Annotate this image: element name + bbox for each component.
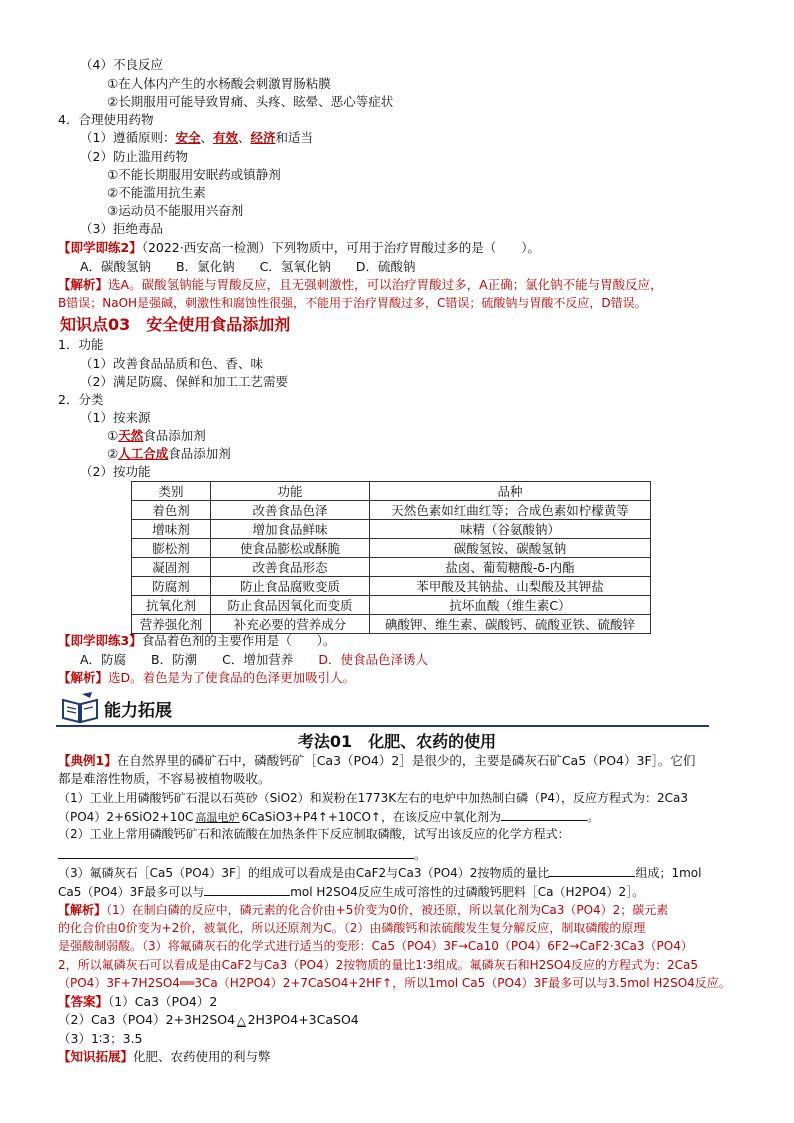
table-header-row — [132, 482, 651, 501]
text-span: 和适当 — [275, 130, 314, 145]
text-line: （2）防止滥用药物 — [80, 149, 188, 164]
question-text: Ca5（PO4）3F最多可以与 — [58, 885, 205, 899]
answer-blank[interactable] — [501, 808, 587, 821]
text-line — [107, 446, 231, 462]
table-cell: 抗坏血酸（维生素C） — [370, 596, 651, 615]
analysis-text: （1）在制白磷的反应中，磷元素的化合价由+5价变为0价，被还原，所以氧化剂为Ca3（PO4）2；碳元素 — [106, 903, 669, 917]
question-line — [58, 883, 644, 900]
table-row — [132, 539, 651, 558]
analysis-line: 2，所以氟磷灰石可以看成是由CaF2与Ca3（PO4）2按物质的量比1∶3组成。氟磷灰石和H2SO4反应的方程式为：2Ca5 — [58, 958, 698, 972]
answer-text: 2H3PO4+3CaSO4 — [247, 1012, 359, 1027]
analysis-tag: 【解析】 — [58, 277, 109, 292]
source-synthetic: 人工合成 — [118, 446, 169, 461]
table-row — [132, 577, 651, 596]
extension-text: 化肥、农药使用的利与弊 — [133, 1049, 271, 1064]
exercise-options — [80, 652, 428, 668]
table-cell: 碘酸钾、维生素、碳酸钙、硫酸亚铁、硫酸锌 — [370, 615, 651, 634]
analysis-text: 选D。着色是为了使食品的色泽更加吸引人。 — [108, 670, 356, 685]
question-line: （2）工业上常用磷酸钙矿石和浓硫酸在加热条件下反应制取磷酸，试写出该反应的化学方程式： — [58, 827, 570, 841]
table-header: 品种 — [370, 482, 651, 501]
text-span: ② — [107, 446, 119, 461]
question-text: 组成；1mol — [635, 866, 702, 880]
text-span: （1）遵循原则： — [80, 130, 176, 145]
text-line: （1）按来源 — [80, 410, 151, 425]
text-line: 1．功能 — [58, 337, 104, 352]
text-line: 2．分类 — [58, 392, 104, 407]
table-row — [132, 558, 651, 577]
analysis-text: 选A。碳酸氢钠能与胃酸反应，且无强刺激性，可以治疗胃酸过多，A正确；氯化钠不能与胃酸反应， — [108, 277, 663, 292]
table-header: 类别 — [132, 482, 211, 501]
text-line: （2）满足防腐、保鲜和加工工艺需要 — [80, 374, 288, 389]
exercise-tag: 【即学即练2】 — [58, 240, 142, 255]
analysis-line: （PO4）3F+7H2SO4══3Ca（H2PO4）2+7CaSO4+2HF↑，所以1mol Ca5（PO4）3F最多可以与3.5mol H2SO4反应。 — [58, 976, 731, 990]
question-line — [58, 864, 701, 881]
analysis-line — [58, 902, 668, 918]
table-cell: 凝固剂 — [132, 558, 211, 577]
options-abc: A．防腐 B．防潮 C．增加营养 — [80, 652, 319, 667]
analysis-line: 的化合价由0价变为+2价，被氧化，所以还原剂为C。（2）由磷酸钙和浓硫酸发生复分解反应，制取磷酸的原理 — [58, 921, 646, 935]
table-cell: 改善食品形态 — [211, 558, 370, 577]
equation-left: （PO4）2+6SiO2+10C — [58, 810, 194, 824]
section-title: 能力拓展 — [104, 701, 172, 721]
example-tag: 【典例1】 — [58, 753, 117, 768]
text-line: 4．合理使用药物 — [58, 112, 154, 127]
question-text: （2022·西安高一检测）下列物质中，可用于治疗胃酸过多的是（ ）。 — [141, 240, 540, 255]
table-cell: 味精（谷氨酸钠） — [370, 520, 651, 539]
example-line — [58, 753, 695, 769]
text-line: （1）改善食品品质和色、香、味 — [80, 356, 263, 371]
answer-line: （3）1∶3；3.5 — [58, 1031, 143, 1046]
exercise-tag: 【即学即练3】 — [58, 633, 142, 648]
table-cell: 苯甲酸及其钠盐、山梨酸及其钾盐 — [370, 577, 651, 596]
example-line: 都是难溶性物质，不容易被植物吸收。 — [58, 771, 271, 786]
exercise-question — [58, 240, 540, 256]
table-cell: 着色剂 — [132, 501, 211, 520]
table-cell: 营养强化剂 — [132, 615, 211, 634]
analysis-tag: 【解析】 — [58, 670, 109, 685]
example-text: 在自然界里的磷矿石中，磷酸钙矿［Ca3（PO4）2］是很少的，主要是磷灰石矿Ca5（PO4）3F］。它们 — [116, 753, 696, 768]
table-cell: 膨松剂 — [132, 539, 211, 558]
table-header: 功能 — [211, 482, 370, 501]
analysis-tag: 【解析】 — [58, 903, 107, 917]
question-text: mol H2SO4反应生成可溶性的过磷酸钙肥料［Ca（H2PO4）2］。 — [290, 885, 645, 899]
question-text: 食品着色剂的主要作用是（ ）。 — [141, 633, 336, 648]
answer-blank[interactable] — [549, 864, 635, 877]
exercise-options: A．碳酸氢钠 B．氯化钠 C．氢氧化钠 D．硫酸钠 — [80, 259, 416, 274]
table-row — [132, 596, 651, 615]
heat-arrow-icon: △ — [237, 1014, 246, 1027]
table-cell: 改善食品色泽 — [211, 501, 370, 520]
text-line: （3）拒绝毒品 — [80, 221, 163, 236]
question-text: （3）氟磷灰石［Ca5（PO4）3F］的组成可以看成是由CaF2与Ca3（PO4）2按物质的量比 — [58, 866, 550, 880]
table-row — [132, 615, 651, 634]
text-line — [107, 428, 206, 444]
principle-economic: 经济 — [250, 130, 276, 145]
punct: 。 — [586, 810, 599, 824]
analysis-line: B错误；NaOH是强碱，刺激性和腐蚀性很强，不能用于治疗胃酸过多，C错误；硫酸钠与胃酸不反应，D错误。 — [58, 296, 647, 310]
analysis-line: 是强酸制弱酸。（3）将氟磷灰石的化学式进行适当的变形：Ca5（PO4）3F→Ca10（PO4）6F2→CaF2·3Ca3（PO4） — [58, 939, 693, 953]
question-line — [58, 846, 426, 863]
source-natural: 天然 — [118, 428, 144, 443]
text-line: （2）按功能 — [80, 464, 151, 479]
separator: 、 — [238, 130, 251, 145]
table-cell: 抗氧化剂 — [132, 596, 211, 615]
table-row — [132, 501, 651, 520]
answer-line — [58, 1012, 359, 1028]
text-span: ① — [107, 428, 119, 443]
text-span: 食品添加剂 — [143, 428, 206, 443]
table-cell: 增加食品鲜味 — [211, 520, 370, 539]
book-icon — [60, 690, 100, 724]
answer-text: （2）Ca3（PO4）2+3H2SO4 — [58, 1012, 236, 1027]
exercise-question — [58, 633, 335, 649]
principle-effective: 有效 — [213, 130, 239, 145]
knowledge-point-title: 知识点03 安全使用食品添加剂 — [60, 315, 291, 334]
table-cell: 盐卤、葡萄糖酸-δ-内酯 — [370, 558, 651, 577]
option-d-correct: D．使食品色泽诱人 — [318, 652, 428, 667]
equation-right: 6CaSiO3+P4↑+10CO↑，在该反应中氧化剂为 — [241, 810, 501, 824]
analysis-line — [58, 277, 663, 293]
text-line: ①不能长期服用安眠药或镇静剂 — [107, 167, 281, 182]
analysis-line — [58, 670, 355, 686]
additive-table — [131, 481, 651, 634]
extension-line — [58, 1049, 271, 1065]
text-line: ②长期服用可能导致胃痛、头疼、眩晕、恶心等症状 — [107, 94, 394, 109]
answer-text: （1）Ca3（PO4）2 — [108, 994, 218, 1009]
separator: 、 — [200, 130, 213, 145]
text-line: ③运动员不能服用兴奋剂 — [107, 203, 244, 218]
table-cell: 天然色素如红曲红等；合成色素如柠檬黄等 — [370, 501, 651, 520]
answer-blank[interactable] — [204, 883, 290, 896]
table-cell: 增味剂 — [132, 520, 211, 539]
table-cell: 碳酸氢铵、碳酸氢钠 — [370, 539, 651, 558]
text-span: 食品添加剂 — [168, 446, 231, 461]
table-cell: 补充必要的营养成分 — [211, 615, 370, 634]
answer-blank[interactable] — [58, 846, 414, 859]
table-cell: 使食品膨松或酥脆 — [211, 539, 370, 558]
text-line: ①在人体内产生的水杨酸会刺激胃肠粘膜 — [107, 76, 331, 91]
extension-tag: 【知识拓展】 — [58, 1049, 134, 1064]
answer-tag: 【答案】 — [58, 994, 109, 1009]
table-cell: 防腐剂 — [132, 577, 211, 596]
question-line — [58, 808, 599, 826]
answer-line — [58, 994, 217, 1010]
method-title: 考法01 化肥、农药的使用 — [297, 732, 497, 751]
question-line: （1）工业上用磷酸钙矿石混以石英砂（SiO2）和炭粉在1773K左右的电炉中加热制白磷（P4），反应方程式为：2Ca3 — [58, 791, 688, 805]
text-line: ②不能滥用抗生素 — [107, 185, 206, 200]
principle-safe: 安全 — [175, 130, 201, 145]
table-row — [132, 520, 651, 539]
punct: 。 — [414, 848, 427, 862]
table-cell: 防止食品因氧化而变质 — [211, 596, 370, 615]
text-line: （4）不良反应 — [80, 57, 163, 72]
reaction-condition: 高温电炉 — [195, 811, 240, 824]
text-line — [80, 130, 313, 146]
table-cell: 防止食品腐败变质 — [211, 577, 370, 596]
